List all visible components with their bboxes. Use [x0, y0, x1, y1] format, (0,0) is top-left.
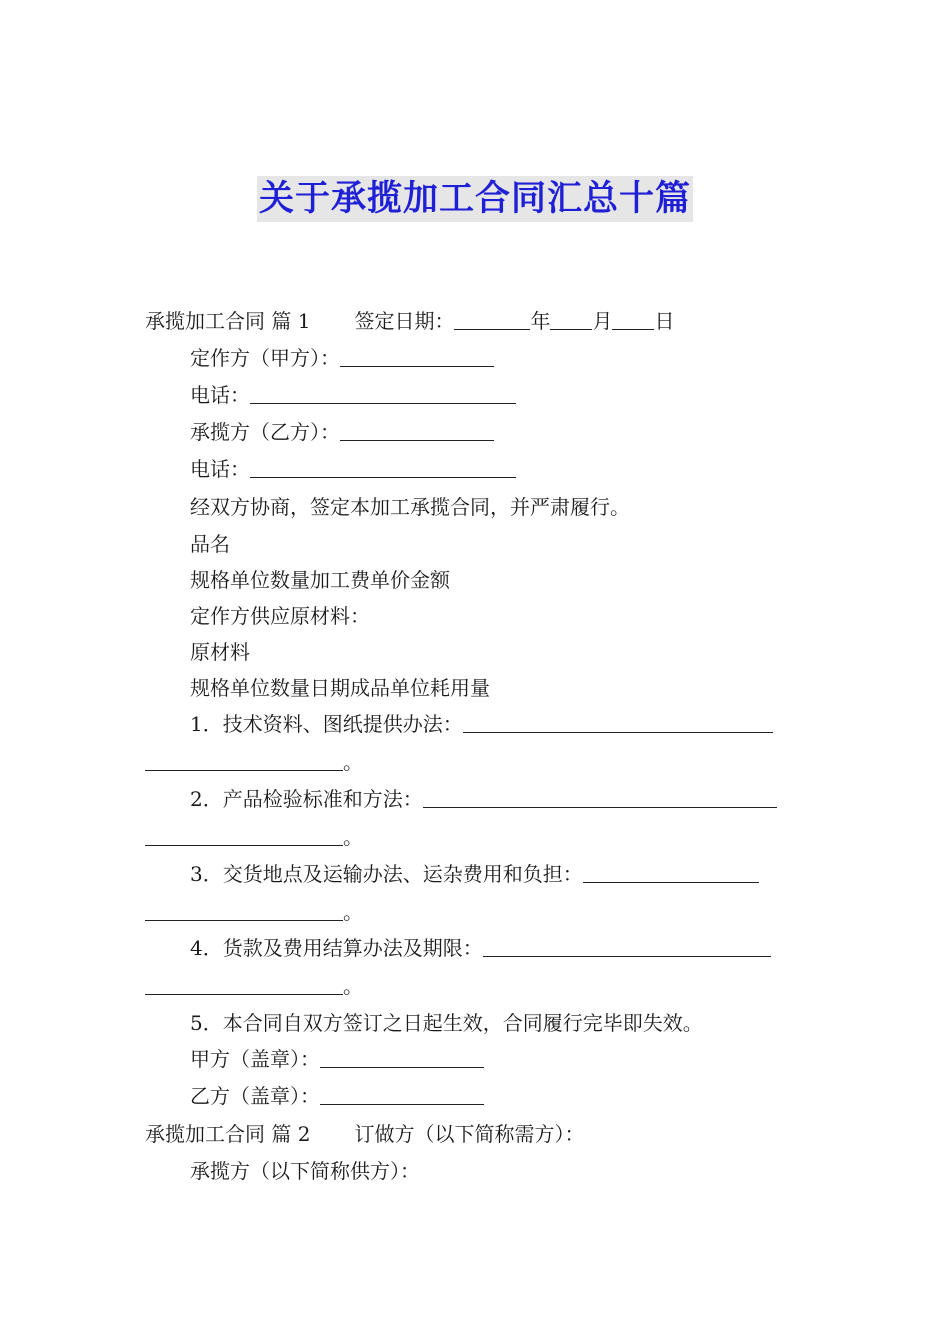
month-blank	[550, 307, 592, 330]
item-3-period: 。	[343, 900, 363, 924]
phone-b-row	[190, 455, 516, 483]
section1-heading-row	[145, 307, 674, 335]
item-3-row	[190, 860, 759, 888]
title-container	[0, 176, 950, 222]
product-name-label: 品名	[190, 532, 230, 556]
material-label: 原材料	[190, 640, 250, 664]
section2-heading-row	[145, 1120, 584, 1148]
party-a-blank	[340, 344, 494, 367]
item-2-blank	[423, 785, 777, 808]
item-1-continuation	[145, 748, 363, 776]
item-3-label: 3．交货地点及运输办法、运杂费用和负担：	[190, 862, 583, 886]
year-blank	[454, 307, 530, 330]
item-2-continuation	[145, 823, 363, 851]
seal-b-label: 乙方（盖章）：	[190, 1084, 320, 1108]
seal-b-blank	[320, 1082, 484, 1105]
section2-heading: 承揽加工合同 篇 2	[145, 1122, 311, 1146]
item-2-period: 。	[343, 825, 363, 849]
item-1-period: 。	[343, 750, 363, 774]
year-label: 年	[530, 309, 551, 333]
phone-a-label: 电话：	[190, 383, 250, 407]
item-4-period: 。	[343, 974, 363, 998]
item-1-row	[190, 710, 773, 738]
party-a-label: 定作方（甲方）：	[190, 346, 340, 370]
item-5: 5．本合同自双方签订之日起生效，合同履行完毕即失效。	[190, 1011, 703, 1035]
party-b-blank	[340, 418, 494, 441]
document-title: 关于承揽加工合同汇总十篇	[257, 176, 693, 222]
item-2-row	[190, 785, 777, 813]
sign-date-label: 签定日期：	[354, 309, 455, 333]
item-4-blank	[483, 934, 771, 957]
day-blank	[612, 307, 654, 330]
item-4-continuation	[145, 972, 363, 1000]
item-1-label: 1．技术资料、图纸提供办法：	[190, 712, 463, 736]
item-3-blank-2	[145, 898, 343, 921]
phone-b-blank	[250, 455, 516, 478]
phone-a-blank	[250, 381, 516, 404]
item-4-blank-2	[145, 972, 343, 995]
seal-b-row	[190, 1082, 484, 1110]
orderer-label: 订做方（以下简称需方）：	[354, 1122, 585, 1146]
product-columns: 规格单位数量加工费单价金额	[190, 568, 450, 592]
material-supply-label: 定作方供应原材料：	[190, 604, 370, 628]
contractor-label: 承揽方（以下简称供方）：	[190, 1159, 420, 1183]
phone-a-row	[190, 381, 516, 409]
party-b-row	[190, 418, 494, 446]
item-4-label: 4．货款及费用结算办法及期限：	[190, 936, 483, 960]
month-label: 月	[592, 309, 613, 333]
party-b-label: 承揽方（乙方）：	[190, 420, 340, 444]
party-a-row	[190, 344, 494, 372]
item-2-label: 2．产品检验标准和方法：	[190, 787, 423, 811]
item-1-blank-2	[145, 748, 343, 771]
item-2-blank-2	[145, 823, 343, 846]
seal-a-blank	[320, 1045, 484, 1068]
section1-heading: 承揽加工合同 篇 1	[145, 309, 311, 333]
item-1-blank	[463, 710, 773, 733]
material-columns: 规格单位数量日期成品单位耗用量	[190, 676, 490, 700]
item-4-row	[190, 934, 771, 962]
seal-a-row	[190, 1045, 484, 1073]
item-3-continuation	[145, 898, 363, 926]
intro-paragraph: 经双方协商，签定本加工承揽合同，并严肃履行。	[190, 495, 630, 519]
phone-b-label: 电话：	[190, 457, 250, 481]
day-label: 日	[654, 309, 675, 333]
item-3-blank	[583, 860, 759, 883]
seal-a-label: 甲方（盖章）：	[190, 1047, 320, 1071]
